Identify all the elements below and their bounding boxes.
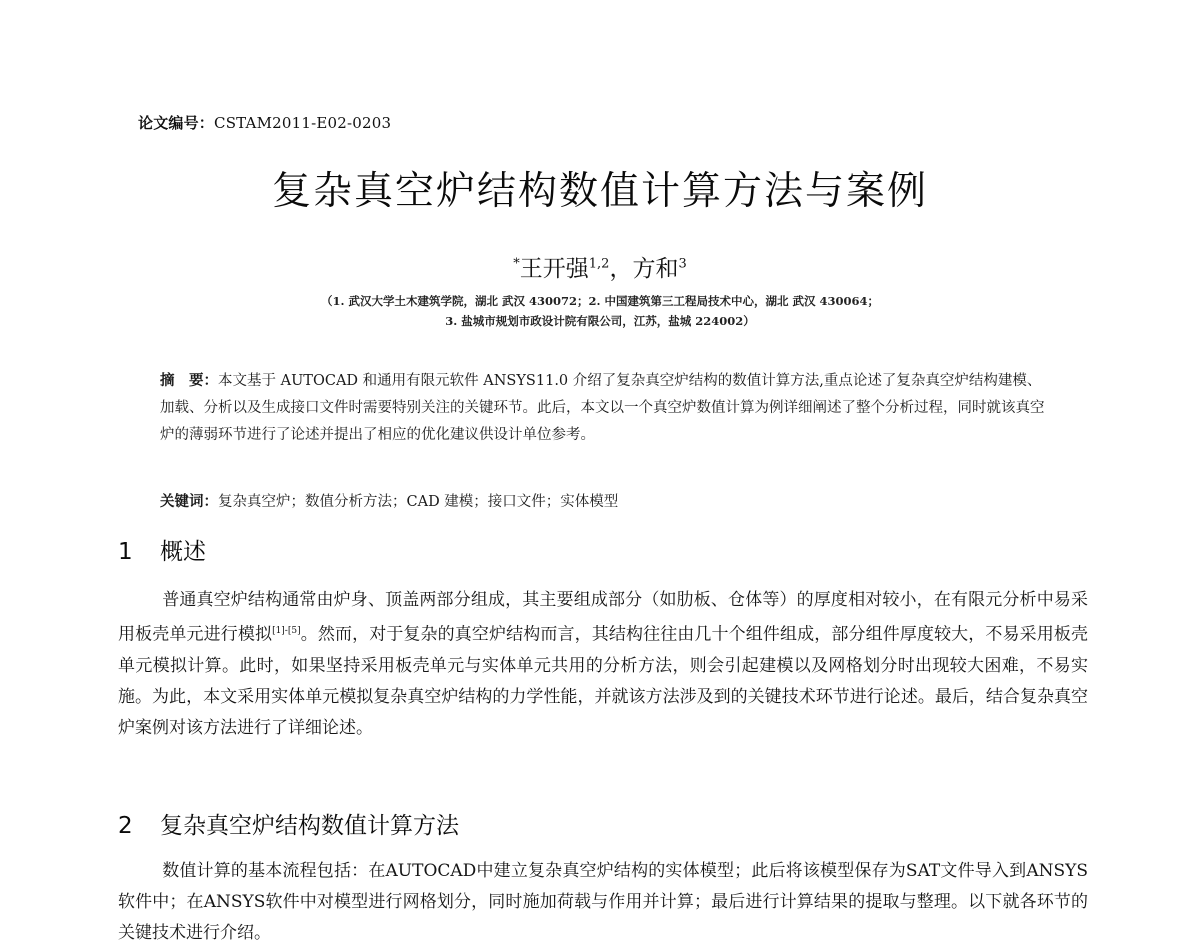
keywords-label: 关键词： <box>160 493 218 510</box>
paper-id-label: 论文编号： <box>138 114 215 132</box>
section-2-paragraph: 数值计算的基本流程包括：在AUTOCAD中建立复杂真空炉结构的实体模型；此后将该模型保存为SAT文件导入到ANSYS软件中；在ANSYS软件中对模型进行网格划分，同时施加荷载与作用并计算；最后进行计算结果的提取与整理。以下就各环节的关键技术进行介绍。 <box>118 861 1088 943</box>
section-2-body <box>118 856 1088 949</box>
affiliation-line-2: 3. 盐城市规划市政设计院有限公司，江苏，盐城 224002） <box>445 314 755 328</box>
abstract-label: 摘 要： <box>160 372 218 389</box>
keywords-text: 复杂真空炉；数值分析方法；CAD 建模；接口文件；实体模型 <box>218 494 619 510</box>
section-1-number: 1 <box>118 539 133 565</box>
author-line <box>0 250 1200 283</box>
abstract <box>160 367 1050 449</box>
author-1: 王开强 <box>519 256 589 282</box>
paper-title: 复杂真空炉结构数值计算方法与案例 <box>271 169 928 214</box>
abstract-text: 本文基于 AUTOCAD 和通用有限元软件 ANSYS11.0 介绍了复杂真空炉结构的数值计算方法,重点论述了复杂真空炉结构建模、加载、分析以及生成接口文件时需要特别关注的关键环节。此后，本文以一个真空炉数值计算为例详细阐述了整个分析过程，同时就该真空炉的薄弱环节进行了论述并提出了相应的优化建议供设计单位参考。 <box>160 373 1045 443</box>
section-1-body <box>118 585 1088 744</box>
affiliation-line-1: （1. 武汉大学土木建筑学院，湖北 武汉 430072；2. 中国建筑第三工程局技术中心，湖北 武汉 430064； <box>320 294 880 308</box>
keywords <box>160 490 1050 514</box>
section-1-heading <box>118 533 206 566</box>
citation: [1]-[5] <box>272 626 301 636</box>
author-separator: ， <box>609 256 633 282</box>
section-1-paragraph <box>118 585 1088 744</box>
section-1-title: 概述 <box>160 539 206 565</box>
section-1-text-a: 普通真空炉结构通常由炉身、顶盖两部分组成，其主要组成部分（如肋板、仓体等）的厚度相对较小，在有限元分析中易采用板壳单元进行模拟 <box>118 590 1088 645</box>
author-1-affil: 1,2 <box>588 256 610 272</box>
section-2-number: 2 <box>118 813 133 839</box>
paper-id-value: CSTAM2011-E02-0203 <box>214 114 392 132</box>
section-2-title: 复杂真空炉结构数值计算方法 <box>160 813 459 839</box>
section-1-text-b: 。然而，对于复杂的真空炉结构而言，其结构往往由几十个组件组成，部分组件厚度较大，不易采用板壳单元模拟计算。此时，如果坚持采用板壳单元与实体单元共用的分析方法，则会引起建模以及网格划分时出现较大困难，不易实施。为此，本文采用实体单元模拟复杂真空炉结构的力学性能，并就该方法涉及到的关键技术环节进行论述。最后，结合复杂真空炉案例对该方法进行了详细论述。 <box>118 624 1089 738</box>
author-2-affil: 3 <box>678 256 687 272</box>
section-2-heading <box>118 807 459 840</box>
corresponding-mark: * <box>513 256 520 272</box>
paper-id <box>138 112 391 133</box>
author-2: 方和 <box>632 256 679 282</box>
